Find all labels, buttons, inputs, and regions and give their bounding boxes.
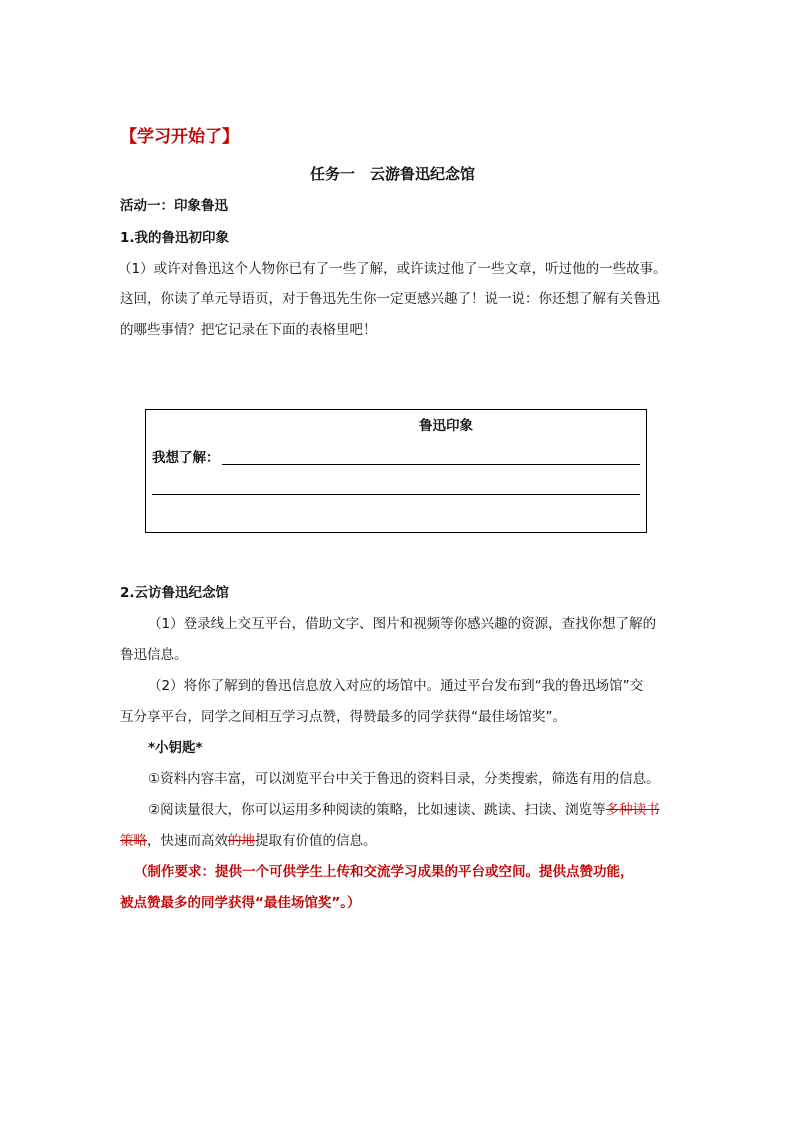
part1-title: 1.我的鲁迅初印象 — [120, 230, 230, 246]
tip-item-continued — [120, 831, 377, 851]
part1-line: 的哪些事情？把它记录在下面的表格里吧！ — [120, 322, 377, 338]
tip-item: ①资料内容丰富，可以浏览平台中关于鲁迅的资料目录，分类搜索，筛选有用的信息。 — [148, 771, 660, 787]
task-title: 任务一 云游鲁迅纪念馆 — [310, 165, 476, 183]
tip-item — [148, 800, 660, 820]
part1-line: （1）或许对鲁迅这个人物你已有了一些了解，或许读过他了一些文章，听过他的一些故事。 — [118, 261, 667, 277]
impression-table — [145, 409, 647, 533]
answer-line[interactable] — [222, 464, 640, 465]
tip2-deleted-text: 多种读书 — [605, 802, 660, 818]
part2-p2-line: （2）将你了解到的鲁迅信息放入对应的场馆中。通过平台发布到“我的鲁迅场馆”交 — [148, 678, 644, 694]
tip2-text: ②阅读量很大，你可以运用多种阅读的策略，比如速读、跳读、扫读、浏览等 — [148, 802, 606, 818]
part2-p1-line: （1）登录线上交互平台，借助文字、图片和视频等你感兴趣的资源，查找你想了解的 — [148, 616, 657, 632]
table-prompt: 我想了解： — [152, 450, 220, 466]
tip2-deleted-text: 的地 — [228, 833, 255, 849]
requirement-line: （制作要求：提供一个可供学生上传和交流学习成果的平台或空间。提供点赞功能， — [134, 864, 634, 880]
requirement-line: 被点赞最多的同学获得“最佳场馆奖”。） — [120, 895, 361, 911]
part2-p1-line: 鲁迅信息。 — [120, 647, 188, 663]
part1-line: 这回，你读了单元导语页，对于鲁迅先生你一定更感兴趣了！说一说：你还想了解有关鲁迅 — [120, 291, 660, 307]
answer-line[interactable] — [152, 494, 640, 495]
tip-title: *小钥匙* — [148, 740, 203, 756]
activity-title: 活动一：印象鲁迅 — [120, 198, 228, 214]
table-title: 鲁迅印象 — [419, 418, 473, 434]
part2-title: 2.云访鲁迅纪念馆 — [120, 585, 230, 601]
part2-p2-line: 互分享平台，同学之间相互学习点赞，得赞最多的同学获得“最佳场馆奖”。 — [120, 709, 566, 725]
tip2-text: 提取有价值的信息。 — [255, 833, 377, 849]
section-header: 【学习开始了】 — [120, 127, 239, 147]
tip2-deleted-text: 策略 — [120, 833, 147, 849]
tip2-text: ，快速而高效 — [147, 833, 228, 849]
